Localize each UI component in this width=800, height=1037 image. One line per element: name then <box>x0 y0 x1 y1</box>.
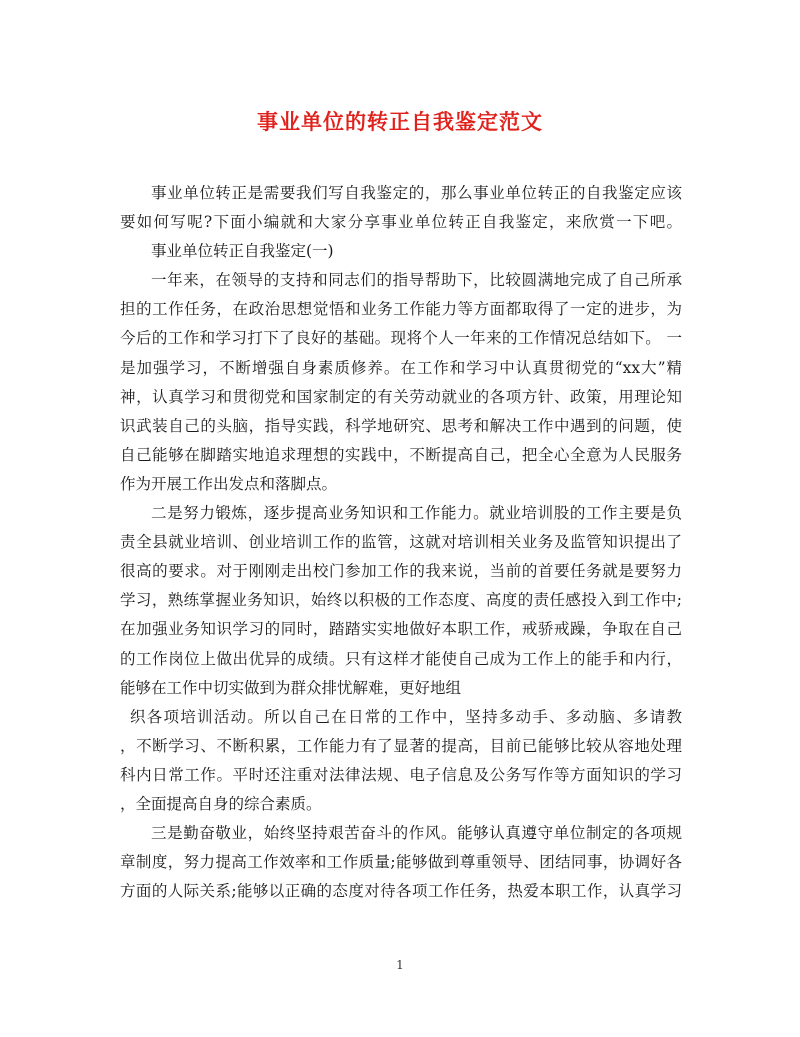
body-line: 的工作岗位上做出优异的成绩。只有这样才能使自己成为工作上的能手和内行， <box>120 649 682 668</box>
body-line: 责全县就业培训、创业培训工作的监管，这就对培训相关业务及监管知识提出了 <box>120 533 682 552</box>
body-line: 是加强学习，不断增强自身素质修养。在工作和学习中认真贯彻党的“xx大”精 <box>120 358 682 377</box>
body-line: 今后的工作和学习打下了良好的基础。现将个人一年来的工作情况总结如下。 一 <box>120 329 682 348</box>
body-line: 担的工作任务，在政治思想觉悟和业务工作能力等方面都取得了一定的进步，为 <box>120 300 682 319</box>
body-line: 识武装自己的头脑，指导实践，科学地研究、思考和解决工作中遇到的问题，使 <box>120 416 682 435</box>
document-body <box>120 179 682 906</box>
body-line: 方面的人际关系;能够以正确的态度对待各项工作任务，热爱本职工作，认真学习 <box>120 882 682 901</box>
body-line: 作为开展工作出发点和落脚点。 <box>120 474 338 493</box>
document-title: 事业单位的转正自我鉴定范文 <box>257 109 543 134</box>
body-line: 织各项培训活动。所以自己在日常的工作中，坚持多动手、多动脑、多请教 <box>130 707 682 726</box>
page-number: 1 <box>396 958 404 972</box>
body-line: 能够在工作中切实做到为群众排忧解难，更好地组 <box>120 678 462 697</box>
body-line: 二是努力锻炼，逐步提高业务知识和工作能力。就业培训股的工作主要是负 <box>151 504 682 523</box>
body-line: 科内日常工作。平时还注重对法律法规、电子信息及公务写作等方面知识的学习 <box>120 765 682 784</box>
body-line: 很高的要求。对于刚刚走出校门参加工作的我来说，当前的首要任务就是要努力 <box>120 562 682 581</box>
body-line: 要如何写呢?下面小编就和大家分享事业单位转正自我鉴定，来欣赏一下吧。 <box>120 213 682 232</box>
body-line: 学习，熟练掌握业务知识，始终以积极的工作态度、高度的责任感投入到工作中; <box>120 591 682 610</box>
body-line: 一年来，在领导的支持和同志们的指导帮助下，比较圆满地完成了自己所承 <box>151 271 682 290</box>
body-line: 三是勤奋敬业，始终坚持艰苦奋斗的作风。能够认真遵守单位制定的各项规 <box>151 824 682 843</box>
body-line: ，不断学习、不断积累，工作能力有了显著的提高，目前已能够比较从容地处理 <box>120 736 682 755</box>
body-line: 章制度，努力提高工作效率和工作质量;能够做到尊重领导、团结同事，协调好各 <box>120 853 682 872</box>
body-line: 事业单位转正是需要我们写自我鉴定的，那么事业单位转正的自我鉴定应该 <box>151 184 682 202</box>
body-line: ，全面提高自身的综合素质。 <box>120 794 322 813</box>
body-line: 在加强业务知识学习的同时，踏踏实实地做好本职工作，戒骄戒躁，争取在自己 <box>120 620 682 639</box>
body-line: 神，认真学习和贯彻党和国家制定的有关劳动就业的各项方针、政策，用理论知 <box>120 387 682 406</box>
body-line: 自己能够在脚踏实地追求理想的实践中，不断提高自己，把全心全意为人民服务 <box>120 445 682 464</box>
section-heading: 事业单位转正自我鉴定(一) <box>151 242 334 261</box>
